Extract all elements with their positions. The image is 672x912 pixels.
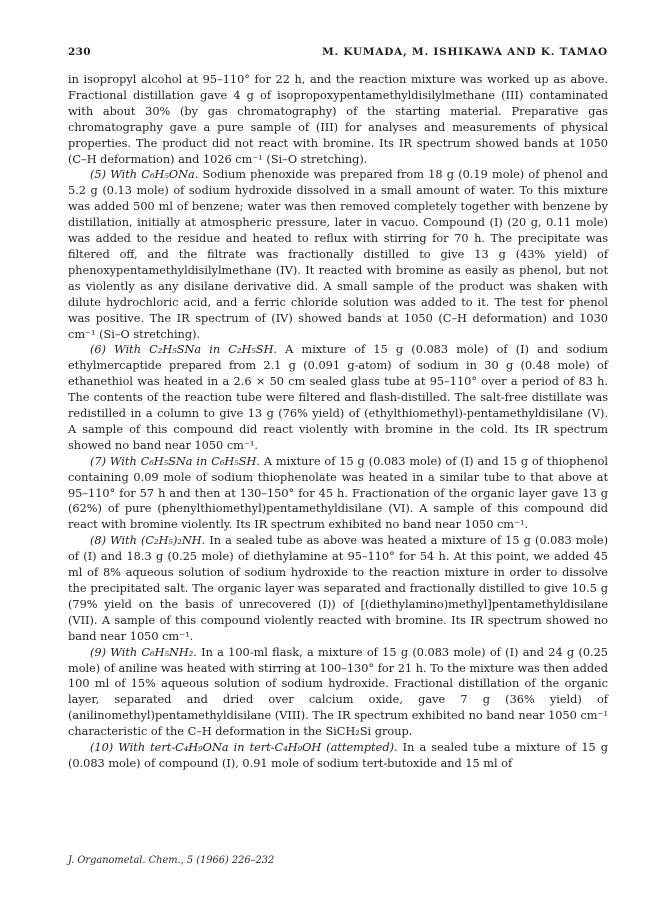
paragraph-heading: (7) With C₆H₅SNa in C₆H₅SH. (90, 454, 260, 468)
paragraph-text: Sodium phenoxide was prepared from 18 g (0.19 mole) of phenol and 5.2 g (0.13 mole) of sodium hydroxide dissolved in a small amount of water. To this mixture was added 500 ml of benzene; water was then removed completely together with benzene by distillation, initially at atmospheric pressure, later in vacuo. Compound (I) (20 g, 0.11 mole) was added to the residue and heated to reflux with stirring for 70 h. The precipitate was filtered off, and the filtrate was fractionally distilled to give 13 g (43% yield) of phenoxypentamethyldisilylmethane (IV). It reacted with bromine as easily as phenol, but not as violently as any disilane derivative did. A small sample of the product was shaken with dilute hydrochloric acid, and a ferric chloride solution was added to it. The test for phenol was positive. The IR spectrum of (IV) showed bands at 1050 (C–H deformation) and 1030 cm⁻¹ (Si–O stretching). (68, 168, 608, 341)
paragraph-text: A mixture of 15 g (0.083 mole) of (I) and 15 g of thiophenol containing 0.09 mole of sodium thiophenolate was heated in a similar tube to that above at 95–110° for 57 h and then at 130–150° for 45 h. Fractionation of the organic layer gave 13 g (62%) of pure (phenylthiomethyl)pentamethyldisilane (VI). A sample of this compound did react with bromine violently. Its IR spectrum exhibited no band near 1050 cm⁻¹. (68, 454, 608, 532)
paragraph-reaction-10 (68, 740, 608, 772)
paragraph-text: In a sealed tube a mixture of 15 g (0.083 mole) of compound (I), 0.91 mole of sodium tert-butoxide and 15 ml of (68, 741, 608, 770)
paragraph-reaction-7 (68, 454, 608, 534)
paragraph-reaction-6 (68, 342, 608, 453)
paragraph-reaction-9 (68, 645, 608, 740)
article-body (68, 72, 608, 772)
paragraph-heading: (10) With tert-C₄H₉ONa in tert-C₄H₉OH (attempted). (90, 741, 398, 755)
paragraph-text: in isopropyl alcohol at 95–110° for 22 h, and the reaction mixture was worked up as above. Fractional distillation gave 4 g of isopropoxypentamethyldisilylmethane (III) contaminated with about 30% (by gas chromatography) of the starting material. Preparative gas chromatography gave a pure sample of (III) for analyses and measurements of physical properties. The product did not react with bromine. Its IR spectrum showed bands at 1050 (C–H deformation) and 1026 cm⁻¹ (Si–O stretching). (68, 73, 608, 166)
paragraph-reaction-5 (68, 167, 608, 342)
paragraph-heading: (6) With C₂H₅SNa in C₂H₅SH. (90, 343, 278, 357)
paragraph-heading: (8) With (C₂H₅)₂NH. (90, 534, 206, 548)
running-head (68, 46, 608, 62)
paragraph-text: A mixture of 15 g (0.083 mole) of (I) and sodium ethylmercaptide prepared from 2.1 g (0.091 g-atom) of sodium in 30 g (0.48 mole) of ethanethiol was heated in a 2.6 × 50 cm sealed glass tube at 95–110° over a period of 83 h. The contents of the reaction tube were filtered and flash-distilled. The salt-free distillate was redistilled in a column to give 13 g (76% yield) of (ethylthiomethyl)-pentamethyldisilane (V). A sample of this compound did react violently with bromine in the cold. Its IR spectrum showed no band near 1050 cm⁻¹. (68, 343, 608, 452)
paragraph-reaction-8 (68, 533, 608, 644)
running-head-authors: M. KUMADA, M. ISHIKAWA AND K. TAMAO (322, 46, 608, 58)
paragraph-heading: (5) With C₆H₅ONa. (90, 168, 199, 182)
journal-citation-footer: J. Organometal. Chem., 5 (1966) 226–232 (68, 855, 275, 866)
paragraph-text: In a sealed tube as above was heated a mixture of 15 g (0.083 mole) of (I) and 18.3 g (0.25 mole) of diethylamine at 95–110° for 54 h. At this point, we added 45 ml of 8% aqueous solution of sodium hydroxide to the reaction mixture in order to dissolve the precipitated salt. The organic layer was separated and fractionally distilled to give 10.5 g (79% yield on the basis of unrecovered (I)) of [(diethylamino)methyl]pentamethyldisilane (VII). A sample of this compound violently reacted with bromine. Its IR spectrum showed no band near 1050 cm⁻¹. (68, 534, 608, 643)
page-number: 230 (68, 46, 91, 58)
paragraph-heading: (9) With C₆H₅NH₂. (90, 645, 197, 659)
paragraph-continuation (68, 72, 608, 167)
paragraph-text: In a 100-ml flask, a mixture of 15 g (0.083 mole) of (I) and 24 g (0.25 mole) of aniline was heated with stirring at 100–130° for 21 h. To the mixture was then added 100 ml of 15% aqueous solution of sodium hydroxide. Fractional distillation of the organic layer, separated and dried over calcium oxide, gave 7 g (36% yield) of (anilinomethyl)pentamethyldisilane (VIII). The IR spectrum exhibited no band near 1050 cm⁻¹ characteristic of the C–H deformation in the SiCH₂Si group. (68, 645, 608, 739)
